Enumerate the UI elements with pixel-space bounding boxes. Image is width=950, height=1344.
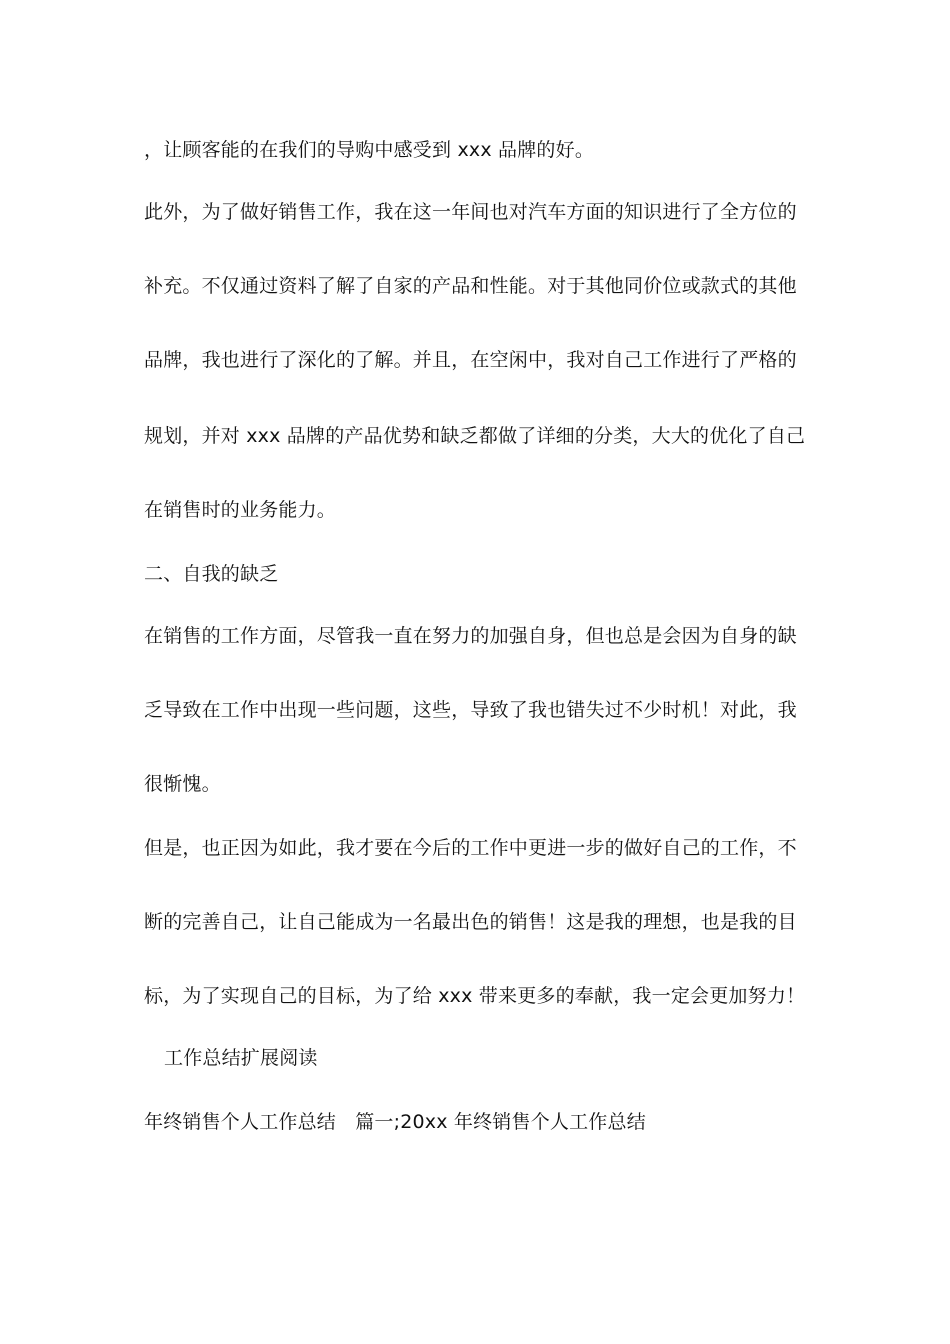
text-line: 断的完善自己，让自己能成为一名最出色的销售！这是我的理想，也是我的目 xyxy=(144,911,797,933)
article-title: 年终销售个人工作总结 篇一;20xx 年终销售个人工作总结 xyxy=(144,1111,646,1133)
text-line: 在销售时的业务能力。 xyxy=(144,499,337,521)
text-line: ，让顾客能的在我们的导购中感受到 xxx 品牌的好。 xyxy=(144,139,595,161)
text-line: 在销售的工作方面，尽管我一直在努力的加强自身，但也总是会因为自身的缺 xyxy=(144,625,797,647)
text-line: 乏导致在工作中出现一些问题，这些，导致了我也错失过不少时机！对此，我 xyxy=(144,699,797,721)
text-line: 很惭愧。 xyxy=(144,773,221,795)
text-line: 此外，为了做好销售工作，我在这一年间也对汽车方面的知识进行了全方位的 xyxy=(144,201,797,223)
text-line: 补充。不仅通过资料了解了自家的产品和性能。对于其他同价位或款式的其他 xyxy=(144,275,797,297)
section-heading: 二、自我的缺乏 xyxy=(144,563,279,585)
text-line: 但是，也正因为如此，我才要在今后的工作中更进一步的做好自己的工作，不 xyxy=(144,837,797,859)
text-line: 标，为了实现自己的目标，为了给 xxx 带来更多的奉献，我一定会更加努力！ xyxy=(144,985,806,1007)
text-line: 品牌，我也进行了深化的了解。并且，在空闲中，我对自己工作进行了严格的 xyxy=(144,349,797,371)
extended-reading-heading: 工作总结扩展阅读 xyxy=(164,1047,318,1069)
text-line: 规划，并对 xxx 品牌的产品优势和缺乏都做了详细的分类，大大的优化了自己 xyxy=(144,425,806,447)
